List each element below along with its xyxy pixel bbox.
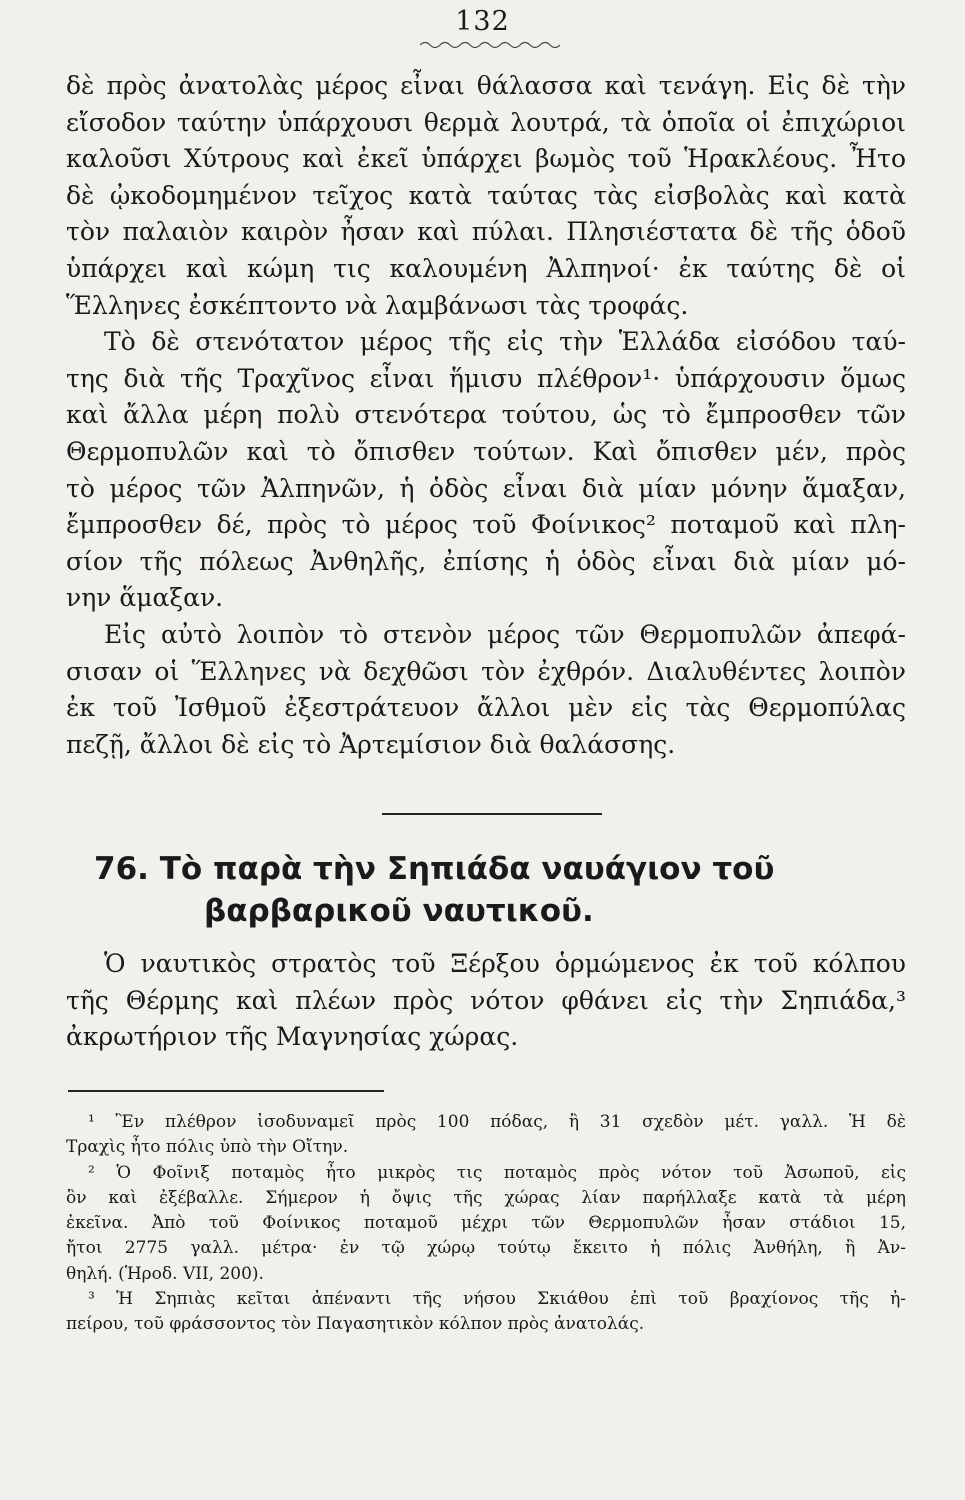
text-line: καλοῦσι Χύτρους καὶ ἐκεῖ ὑπάρχει βωμὸς τοῦ Ἡρακλέους. Ἦτο [66,144,906,174]
text-line: πεζῇ, ἄλλοι δὲ εἰς τὸ Ἀρτεμίσιον διὰ θαλάσσης. [66,729,676,759]
text-line: ὑπάρχει καὶ κώμη τις καλουμένη Ἀλπηνοί· ἐκ ταύτης δὲ οἱ [66,253,906,283]
footnotes [66,1110,906,1338]
section-heading [94,848,914,932]
text-line: Ὁ ναυτικὸς στρατὸς τοῦ Ξέρξου ὁρμώμενος ἐκ τοῦ κόλπου [104,949,906,978]
section-number: 76. [94,851,149,887]
text-line: εἴσοδον ταύτην ὑπάρχουσι θερμὰ λουτρά, τὰ ὁποῖα οἱ ἐπιχώριοι [66,107,906,137]
text-line: Θερμοπυλῶν καὶ τὸ ὄπισθεν τούτων. Καὶ ὄπισθεν μέν, πρὸς [66,436,906,466]
footnote-line: θηλή. (Ἡροδ. VII, 200). [66,1263,264,1284]
text-line: σίον τῆς πόλεως Ἀνθηλῆς, ἐπίσης ἡ ὁδὸς εἶναι διὰ μίαν μό- [66,546,906,576]
text-line: νην ἅμαξαν. [66,583,224,613]
section-title-line-2: βαρβαρικοῦ ναυτικοῦ. [204,893,594,929]
footnote-line: Τραχὶς ἦτο πόλις ὑπὸ τὴν Οἴτην. [66,1137,349,1158]
text-line: Ἕλληνες ἐσκέπτοντο νὰ λαμβάνωσι τὰς τροφάς. [66,290,689,320]
section-title: Τὸ παρὰ τὴν Σηπιάδα ναυάγιον τοῦ [159,851,775,887]
text-line: ἐκ τοῦ Ἰσθμοῦ ἐξεστράτευον ἄλλοι μὲν εἰς τὰς Θερμοπύλας [66,693,906,723]
footnote-line: ἐκεῖνα. Ἀπὸ τοῦ Φοίνικος ποταμοῦ μέχρι τῶν Θερμοπυλῶν ἦσαν στάδιοι 15, [66,1213,906,1234]
body-text [66,68,906,763]
footnote-line: ¹ Ἓν πλέθρον ἰσοδυναμεῖ πρὸς 100 πόδας, ἢ 31 σχεδὸν μέτ. γαλλ. Ἡ δὲ [88,1112,906,1132]
footnote-line: ἤτοι 2775 γαλλ. μέτρα· ἐν τῷ χώρῳ τούτῳ ἔκειτο ἡ πόλις Ἀνθήλη, ἢ Ἀν- [66,1238,906,1259]
ornament-rule [420,40,560,50]
section-divider [382,813,602,815]
section-body [66,946,906,1056]
footnote-line: πείρου, τοῦ φράσσοντος τὸν Παγασητικὸν κόλπον πρὸς ἀνατολάς. [66,1314,645,1335]
text-line: σισαν οἱ Ἕλληνες νὰ δεχθῶσι τὸν ἐχθρόν. Διαλυθέντες λοιπὸν [66,656,906,686]
text-line: ἔμπροσθεν δέ, πρὸς τὸ μέρος τοῦ Φοίνικος² ποταμοῦ καὶ πλη- [66,510,906,540]
footnote-line: ³ Ἡ Σηπιὰς κεῖται ἀπέναντι τῆς νήσου Σκιάθου ἐπὶ τοῦ βραχίονος τῆς ἠ- [88,1289,906,1310]
text-line: τὸ μέρος τῶν Ἀλπηνῶν, ἡ ὁδὸς εἶναι διὰ μίαν μόνην ἅμαξαν, [66,473,906,503]
section-title-line-1 [94,848,914,890]
footnote-line: ὃν καὶ ἐξέβαλλε. Σήμερον ἡ ὄψις τῆς χώρας λίαν παρήλλαξε κατὰ τὰ μέρη [66,1187,906,1208]
footnote-rule [68,1090,384,1092]
text-line: τὸν παλαιὸν καιρὸν ἦσαν καὶ πύλαι. Πλησιέστατα δὲ τῆς ὁδοῦ [66,217,906,247]
footnote-line: ² Ὁ Φοῖνιξ ποταμὸς ἦτο μικρὸς τις ποταμὸς πρὸς νότον τοῦ Ἀσωποῦ, εἰς [88,1162,906,1183]
text-line: δὲ πρὸς ἀνατολὰς μέρος εἶναι θάλασσα καὶ τενάγη. Εἰς δὲ τὴν [66,71,906,100]
text-line: της διὰ τῆς Τραχῖνος εἶναι ἥμισυ πλέθρον¹· ὑπάρχουσιν ὅμως [66,363,906,393]
text-line: Εἰς αὐτὸ λοιπὸν τὸ στενὸν μέρος τῶν Θερμοπυλῶν ἀπεφά- [104,619,906,649]
text-line: ἀκρωτήριον τῆς Μαγνησίας χώρας. [66,1022,519,1052]
text-line: καὶ ἄλλα μέρη πολὺ στενότερα τούτου, ὡς τὸ ἔμπροσθεν τῶν [66,400,906,430]
text-line: δὲ ᾠκοδομημένον τεῖχος κατὰ ταύτας τὰς εἰσβολὰς καὶ κατὰ [66,180,906,210]
page-number: 132 [455,6,510,37]
text-line: Τὸ δὲ στενότατον μέρος τῆς εἰς τὴν Ἑλλάδα εἰσόδου ταύ- [104,327,906,357]
text-line: τῆς Θέρμης καὶ πλέων πρὸς νότον φθάνει εἰς τὴν Σηπιάδα,³ [66,985,906,1015]
